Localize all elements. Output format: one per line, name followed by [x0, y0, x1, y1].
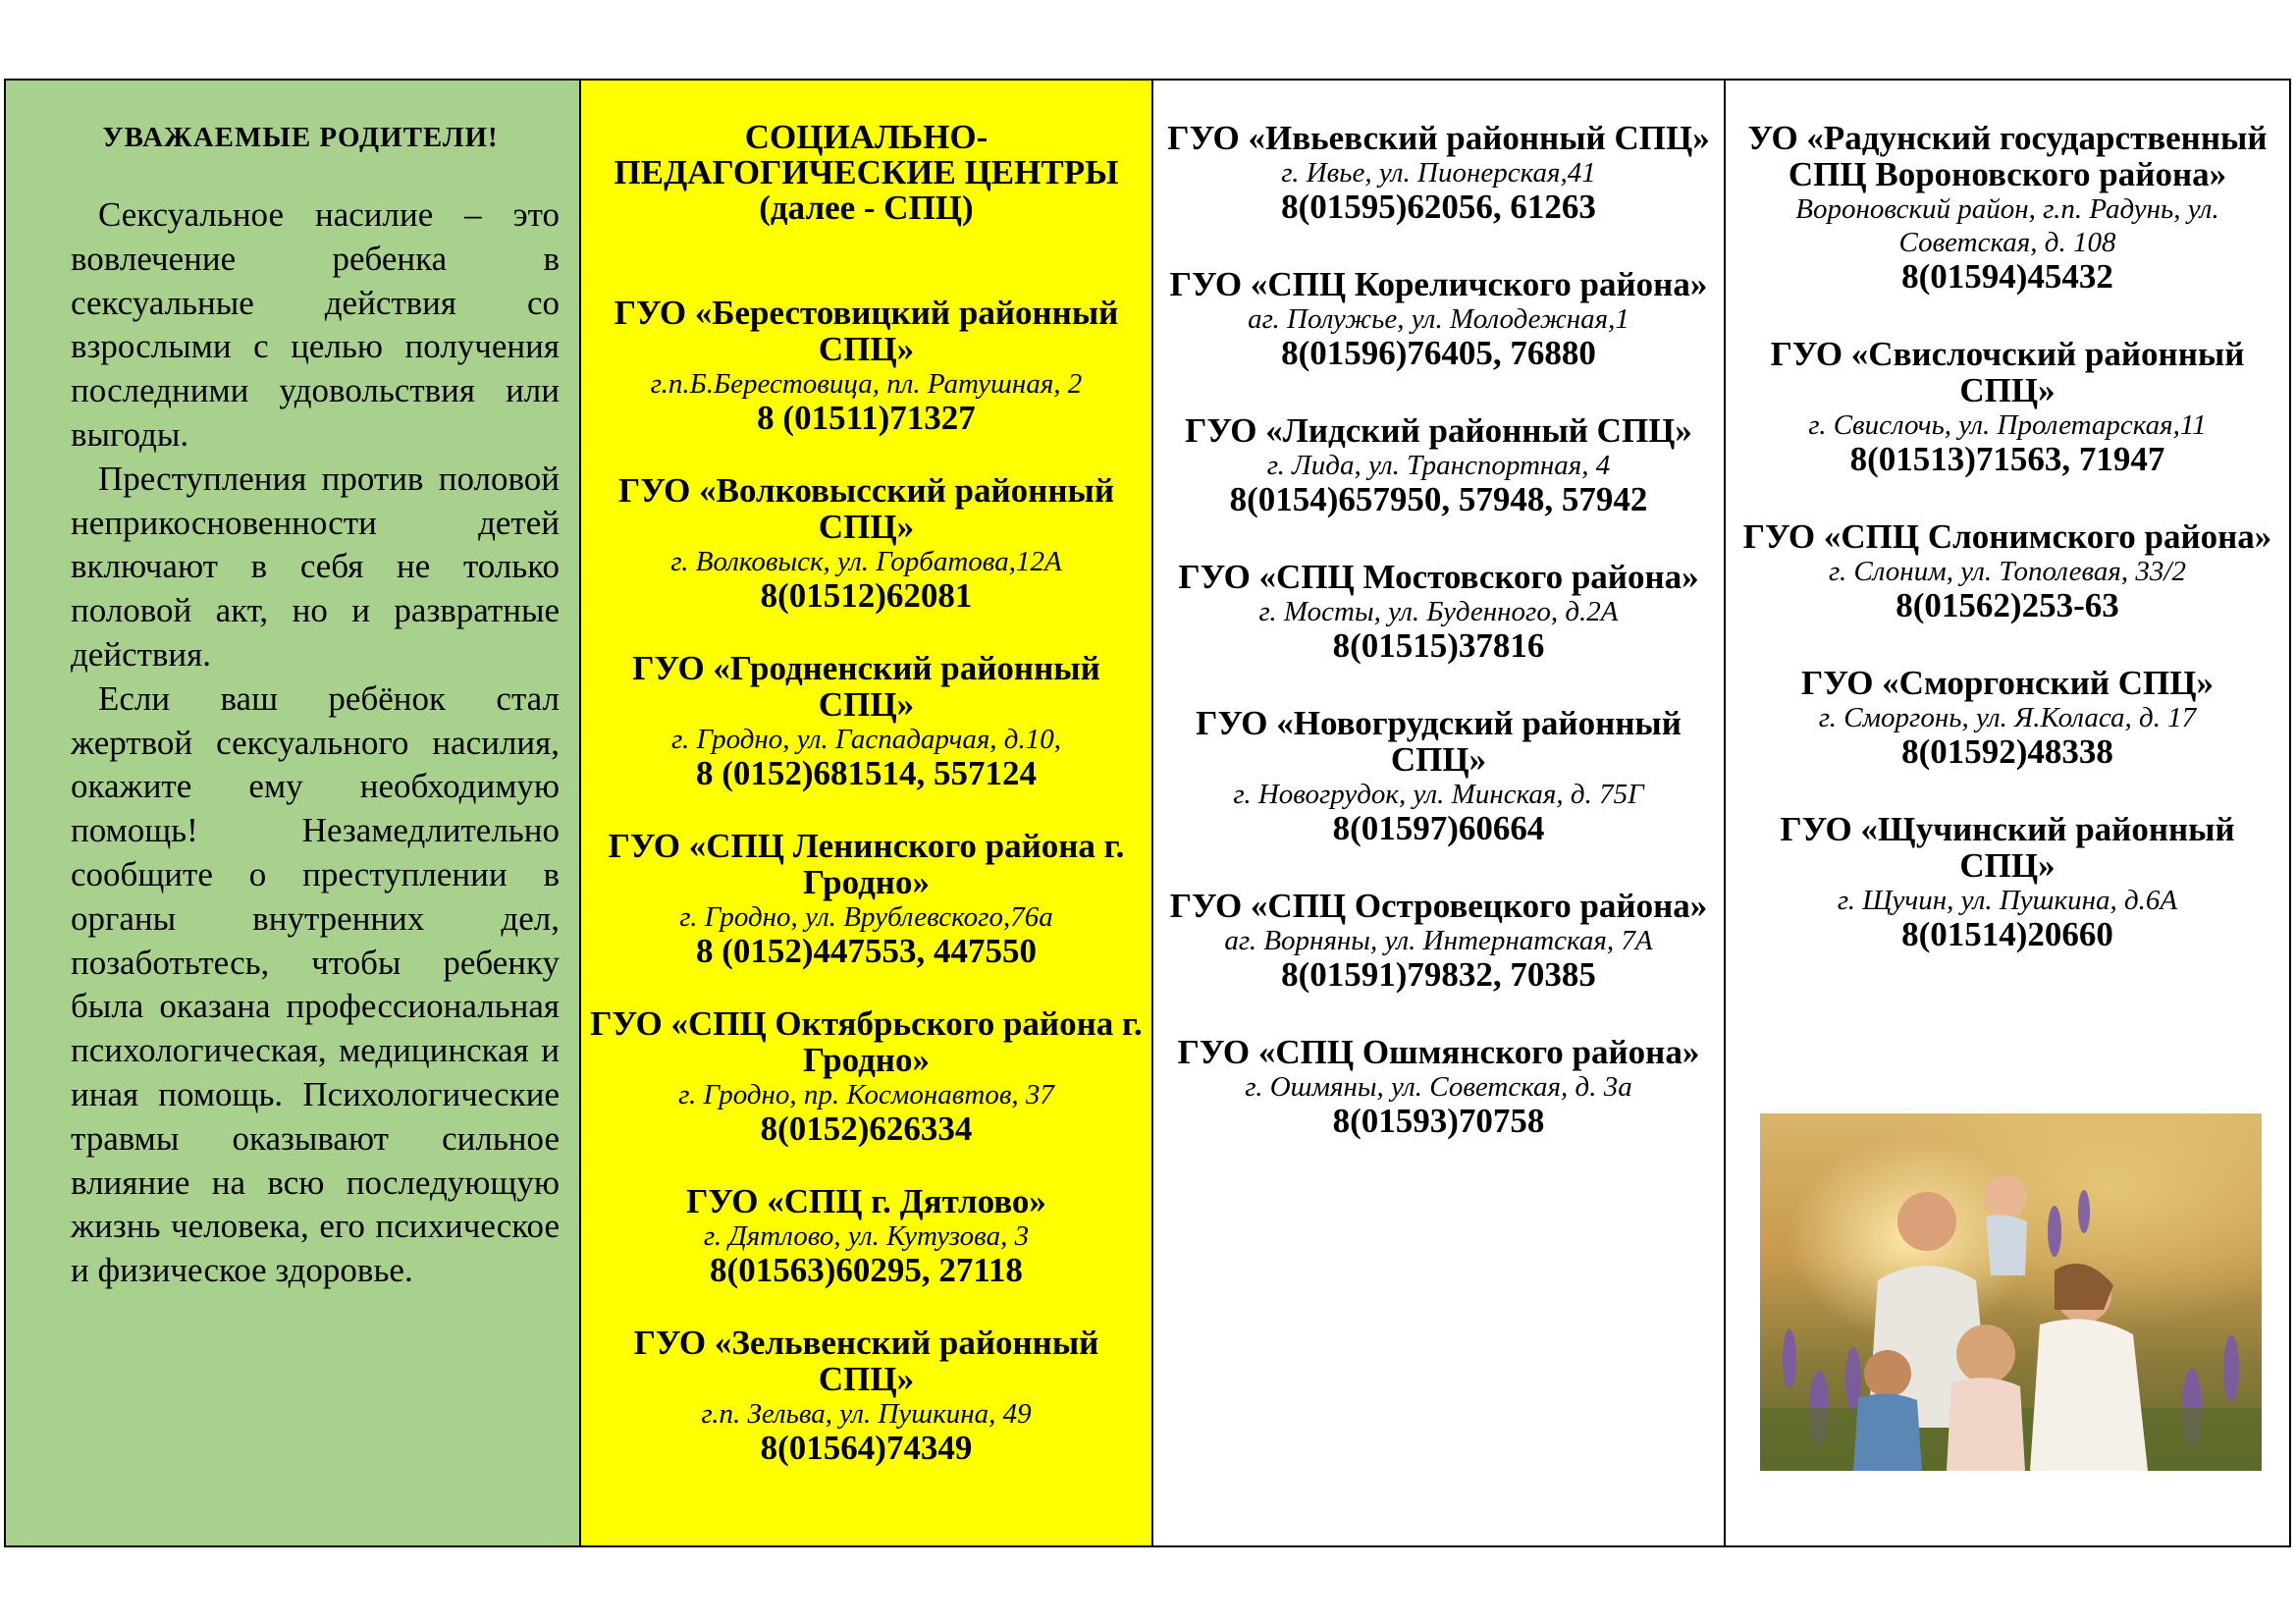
center-name: ГУО «Сморгонский СПЦ»: [1801, 664, 2214, 702]
center-name: ГУО «СПЦ Кореличского района»: [1169, 265, 1708, 303]
center-phone: 8(01595)62056, 61263: [1281, 188, 1596, 226]
centers-column-3: [1724, 81, 2289, 1545]
center-phone: 8(01592)48338: [1901, 732, 2113, 771]
center-entry: [1159, 266, 1718, 371]
center-phone: 8(01513)71563, 71947: [1849, 440, 2165, 478]
center-entry: [587, 472, 1146, 614]
center-address: г. Сморгонь, ул. Я.Коласа, д. 17: [1818, 702, 2197, 733]
center-address: г. Свислочь, ул. Пролетарская,11: [1808, 409, 2207, 441]
intro-column: [6, 81, 579, 1545]
center-name: ГУО «Зельвенский районный СПЦ»: [633, 1324, 1099, 1398]
center-name: ГУО «Новогрудский районный СПЦ»: [1196, 704, 1682, 779]
center-phone: 8(01596)76405, 76880: [1281, 334, 1596, 372]
center-entry: [587, 1183, 1146, 1288]
center-entry: [1159, 888, 1718, 993]
center-name: ГУО «Лидский районный СПЦ»: [1185, 411, 1692, 450]
center-name: ГУО «Гродненский районный СПЦ»: [632, 649, 1100, 724]
center-entry: [1159, 120, 1718, 225]
center-name: ГУО «СПЦ Ошмянского района»: [1177, 1033, 1700, 1071]
intro-paragraph: Сексуальное насилие – это вовлечение ребенка в сексуальные действия со взрослыми с целью получения последними удовольствия или выгоды.: [71, 195, 560, 454]
center-name: ГУО «СПЦ Октябрьского района г. Гродно»: [590, 1004, 1143, 1079]
center-address: г.п.Б.Берестовица, пл. Ратушная, 2: [650, 368, 1083, 400]
center-entry: [1732, 336, 2283, 477]
center-entry: [1732, 811, 2283, 952]
center-phone: 8(01591)79832, 70385: [1281, 955, 1596, 994]
center-phone: 8 (01511)71327: [757, 399, 976, 437]
center-phone: 8 (0152)681514, 557124: [695, 754, 1038, 792]
intro-paragraph: Преступления против половой неприкосновенности детей включают в себя не только половой акт, но и развратные действия.: [71, 459, 560, 674]
center-entry: [587, 1005, 1146, 1147]
center-phone: 8(01515)37816: [1332, 626, 1545, 665]
center-address: г. Слоним, ул. Тополевая, 33/2: [1829, 556, 2186, 587]
center-entry: [1732, 120, 2283, 295]
center-entry: [1159, 705, 1718, 846]
center-phone: 8(01593)70758: [1332, 1102, 1545, 1140]
center-address: аг. Ворняны, ул. Интернатская, 7А: [1224, 925, 1653, 956]
center-phone: 8(01512)62081: [760, 576, 973, 615]
center-entry: [1732, 518, 2283, 623]
center-name: ГУО «Берестовицкий районный СПЦ»: [614, 294, 1119, 368]
family-photo-illustration: [1760, 1113, 2262, 1471]
center-entry: [1159, 1034, 1718, 1139]
center-entry: [587, 1325, 1146, 1466]
center-address: г. Гродно, ул. Врублевского,76а: [679, 901, 1053, 933]
center-name: ГУО «Ивьевский районный СПЦ»: [1167, 119, 1710, 157]
center-phone: 8(01564)74349: [760, 1429, 973, 1467]
center-phone: 8(01597)60664: [1332, 809, 1545, 847]
center-phone: 8(01562)253-63: [1896, 586, 2119, 624]
center-entry: [587, 828, 1146, 969]
centers-column-1: [579, 81, 1151, 1545]
center-address: г. Ивье, ул. Пионерская,41: [1281, 157, 1596, 189]
center-phone: 8(01563)60295, 27118: [710, 1251, 1023, 1289]
center-address: г. Гродно, ул. Гаспадарчая, д.10,: [671, 724, 1061, 755]
center-entry: [1732, 665, 2283, 770]
center-address: г.п. Зельва, ул. Пушкина, 49: [701, 1398, 1032, 1430]
center-address: Вороновский район, г.п. Радунь, ул. Советская, д. 108: [1795, 193, 2219, 258]
center-address: г. Лида, ул. Транспортная, 4: [1266, 450, 1611, 481]
center-address: г. Дятлово, ул. Кутузова, 3: [703, 1220, 1030, 1252]
center-address: г. Гродно, пр. Космонавтов, 37: [678, 1079, 1054, 1110]
center-address: г. Новогрудок, ул. Минская, д. 75Г: [1233, 779, 1644, 810]
center-phone: 8(01514)20660: [1901, 915, 2113, 953]
centers-column-2: [1151, 81, 1724, 1545]
center-phone: 8(0152)626334: [760, 1110, 973, 1148]
center-name: ГУО «Щучинский районный СПЦ»: [1780, 810, 2235, 885]
family-photo: [1760, 1113, 2262, 1471]
center-name: ГУО «СПЦ г. Дятлово»: [686, 1182, 1046, 1220]
center-address: г. Щучин, ул. Пушкина, д.6А: [1837, 885, 2178, 916]
center-entry: [587, 650, 1146, 791]
center-address: аг. Полужье, ул. Молодежная,1: [1248, 303, 1629, 335]
center-address: г. Ошмяны, ул. Советская, д. 3а: [1245, 1071, 1632, 1103]
center-phone: 8 (0152)447553, 447550: [695, 932, 1038, 970]
center-name: ГУО «СПЦ Островецкого района»: [1169, 887, 1708, 925]
center-entry: [1159, 412, 1718, 517]
center-name: ГУО «СПЦ Ленинского района г. Гродно»: [608, 827, 1125, 901]
center-name: УО «Радунский государственный СПЦ Вороновского района»: [1747, 119, 2268, 193]
center-address: г. Волковыск, ул. Горбатова,12А: [670, 546, 1062, 577]
intro-paragraph: Если ваш ребёнок стал жертвой сексуального насилия, окажите ему необходимую помощь! Незамедлительно сообщите о преступлении в органы внутренних дел, позаботьтесь, чтобы ребенку была оказана профессиональная психологическая, медицинская и иная помощь. Психологические травмы оказывают сильное влияние на всю последующую жизнь человека, его психическое и физическое здоровье.: [71, 678, 560, 1290]
center-name: ГУО «Свислочский районный СПЦ»: [1770, 335, 2245, 409]
center-entry: [587, 295, 1146, 436]
center-address: г. Мосты, ул. Буденного, д.2А: [1258, 596, 1619, 627]
centers-heading: СОЦИАЛЬНО-ПЕДАГОГИЧЕСКИЕ ЦЕНТРЫ (далее - СПЦ): [614, 118, 1119, 227]
center-phone: 8(0154)657950, 57948, 57942: [1229, 480, 1648, 518]
center-entry: [1159, 559, 1718, 664]
center-phone: 8(01594)45432: [1901, 257, 2113, 296]
center-name: ГУО «Волковысский районный СПЦ»: [617, 471, 1115, 546]
center-name: ГУО «СПЦ Слонимского района»: [1742, 517, 2272, 556]
intro-title: УВАЖАЕМЫЕ РОДИТЕЛИ!: [102, 122, 499, 153]
center-name: ГУО «СПЦ Мостовского района»: [1178, 558, 1699, 596]
brochure-sheet: [4, 79, 2291, 1547]
